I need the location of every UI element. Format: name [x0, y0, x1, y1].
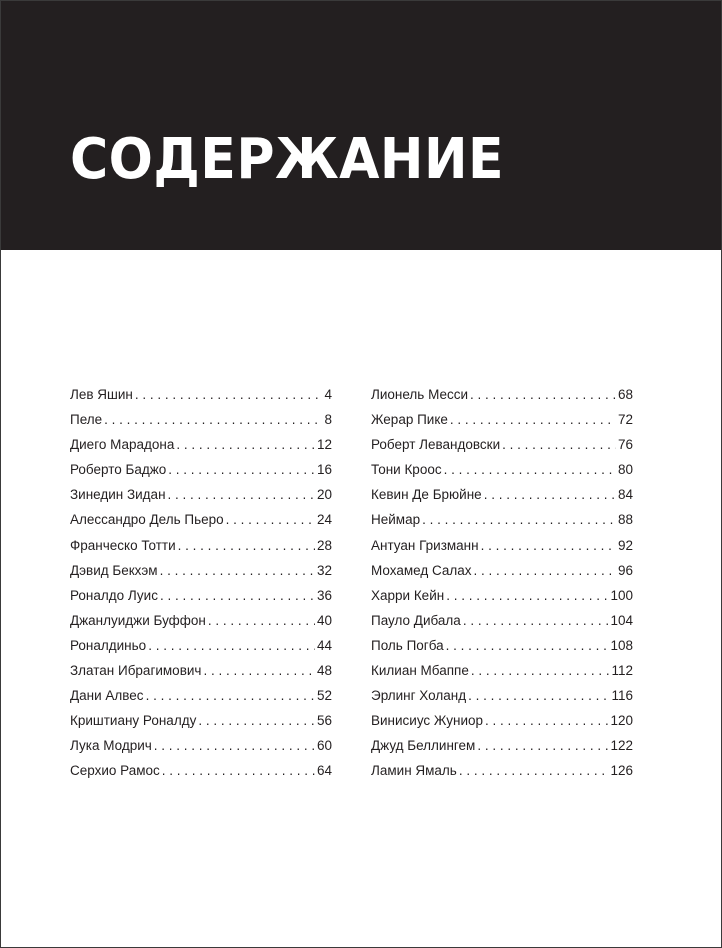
toc-dot-leader [470, 387, 616, 402]
toc-entry[interactable] [371, 763, 633, 788]
toc-entry[interactable] [371, 512, 633, 537]
toc-dot-leader [502, 437, 616, 452]
toc-entry[interactable] [70, 613, 332, 638]
toc-entry-page: 52 [316, 688, 332, 704]
toc-dot-leader [146, 688, 315, 703]
toc-dot-leader [446, 588, 608, 603]
toc-entry-page: 44 [316, 637, 332, 653]
toc-entry[interactable] [371, 663, 633, 688]
toc-entry-page: 12 [316, 437, 332, 453]
toc-entry-name: Джанлуиджи Буффон [70, 612, 206, 628]
toc-dot-leader [154, 738, 315, 753]
toc-dot-leader [468, 688, 609, 703]
toc-entry-page: 20 [316, 487, 332, 503]
toc-entry-page: 126 [610, 763, 633, 779]
toc-entry[interactable] [70, 638, 332, 663]
toc-entry-page: 64 [316, 763, 332, 779]
toc-column-right [371, 387, 633, 789]
toc-entry-name: Криштиану Роналду [70, 713, 197, 729]
toc-entry-page: 36 [316, 587, 332, 603]
toc-dot-leader [446, 638, 609, 653]
toc-entry-page: 60 [316, 738, 332, 754]
toc-entry-name: Пеле [70, 412, 103, 428]
toc-dot-leader [463, 613, 609, 628]
toc-entry[interactable] [70, 588, 332, 613]
toc-entry[interactable] [70, 763, 332, 788]
toc-dot-leader [168, 487, 315, 502]
toc-dot-leader [176, 437, 315, 452]
toc-entry-name: Лука Модрич [70, 738, 152, 754]
toc-entry[interactable] [70, 412, 332, 437]
toc-entry-page: 104 [610, 612, 633, 628]
toc-dot-leader [178, 538, 315, 553]
toc-entry[interactable] [371, 738, 633, 763]
toc-dot-leader [459, 763, 609, 778]
toc-entry-page: 96 [617, 562, 633, 578]
toc-entry-name: Диего Марадона [70, 437, 175, 453]
toc-dot-leader [422, 512, 616, 527]
toc-entry-name: Ламин Ямаль [371, 763, 457, 779]
toc-column-left [70, 387, 332, 789]
toc-dot-leader [198, 713, 315, 728]
toc-entry[interactable] [70, 387, 332, 412]
toc-entry-name: Лионель Месси [371, 387, 469, 402]
toc-entry[interactable] [371, 613, 633, 638]
toc-entry[interactable] [70, 738, 332, 763]
header-band [1, 1, 721, 250]
toc-entry-name: Роналдиньо [70, 637, 147, 653]
toc-entry-name: Мохамед Салах [371, 562, 472, 578]
toc-entry-name: Дани Алвес [70, 688, 144, 704]
toc-entry-page: 24 [316, 512, 332, 528]
toc-dot-leader [160, 588, 315, 603]
toc-entry-name: Златан Ибрагимович [70, 663, 202, 679]
toc-entry-page: 48 [316, 663, 332, 679]
toc-entry-name: Тони Кроос [371, 462, 442, 478]
toc-entry-name: Лев Яшин [70, 387, 133, 402]
toc-entry-page: 76 [617, 437, 633, 453]
toc-entry-page: 80 [617, 462, 633, 478]
toc-entry-name: Франческо Тотти [70, 537, 176, 553]
toc-dot-leader [162, 763, 315, 778]
toc-entry-name: Роберто Баджо [70, 462, 167, 478]
toc-entry-page: 16 [316, 462, 332, 478]
toc-entry-name: Джуд Беллингем [371, 738, 476, 754]
toc-dot-leader [104, 412, 322, 427]
toc-entry-page: 116 [611, 688, 633, 704]
toc-entry[interactable] [371, 437, 633, 462]
toc-entry-name: Роналдо Луис [70, 587, 158, 603]
toc-entry[interactable] [70, 512, 332, 537]
toc-entry-page: 72 [617, 412, 633, 428]
toc-dot-leader [208, 613, 315, 628]
toc-entry[interactable] [371, 462, 633, 487]
toc-dot-leader [168, 462, 315, 477]
toc-entry-page: 120 [610, 713, 633, 729]
toc-entry-name: Поль Погба [371, 637, 444, 653]
toc-entry-name: Килиан Мбаппе [371, 663, 469, 679]
toc-dot-leader [477, 738, 608, 753]
toc-entry-name: Харри Кейн [371, 587, 445, 603]
toc-entry-name: Жерар Пике [371, 412, 448, 428]
toc-entry-page: 8 [324, 412, 332, 428]
toc-entry-page: 32 [316, 562, 332, 578]
toc-dot-leader [135, 387, 323, 402]
toc-entry[interactable] [371, 563, 633, 588]
toc-entry-page: 28 [316, 537, 332, 553]
toc-entry[interactable] [70, 487, 332, 512]
toc-entry-page: 122 [610, 738, 633, 754]
toc-entry-page: 92 [617, 537, 633, 553]
toc-dot-leader [450, 412, 616, 427]
toc-dot-leader [444, 462, 616, 477]
toc-entry[interactable] [371, 588, 633, 613]
toc-entry[interactable] [70, 563, 332, 588]
toc-entry-name: Антуан Гризманн [371, 537, 479, 553]
toc-entry[interactable] [371, 412, 633, 437]
toc-entry-page: 4 [324, 387, 332, 402]
toc-entry-name: Зинедин Зидан [70, 487, 166, 503]
toc-entry[interactable] [371, 638, 633, 663]
toc-entry[interactable] [371, 688, 633, 713]
toc-entry[interactable] [70, 713, 332, 738]
toc-entry[interactable] [70, 437, 332, 462]
toc-entry-page: 108 [610, 637, 633, 653]
toc-entry-name: Дэвид Бекхэм [70, 562, 158, 578]
toc-entry-name: Серхио Рамос [70, 763, 160, 779]
toc-entry[interactable] [70, 462, 332, 487]
toc-entry[interactable] [371, 487, 633, 512]
toc-entry-name: Кевин Де Брюйне [371, 487, 482, 503]
toc-entry[interactable] [371, 713, 633, 738]
toc-entry-name: Роберт Левандовски [371, 437, 501, 453]
toc-entry-name: Пауло Дибала [371, 612, 461, 628]
toc-dot-leader [148, 638, 315, 653]
toc-entry-page: 88 [617, 512, 633, 528]
toc-dot-leader [203, 663, 315, 678]
toc-entry-page: 84 [617, 487, 633, 503]
toc-dot-leader [226, 512, 315, 527]
toc-entry-name: Неймар [371, 512, 421, 528]
toc-dot-leader [471, 663, 610, 678]
toc-entry-page: 56 [316, 713, 332, 729]
toc-entry[interactable] [70, 688, 332, 713]
toc-dot-leader [484, 487, 616, 502]
toc-entry[interactable] [371, 538, 633, 563]
toc-entry-name: Винисиус Жуниор [371, 713, 484, 729]
toc-dot-leader [485, 713, 608, 728]
toc-dot-leader [160, 563, 315, 578]
toc-dot-leader [481, 538, 616, 553]
toc-entry-page: 112 [611, 663, 633, 679]
toc-entry-name: Алессандро Дель Пьеро [70, 512, 224, 528]
toc-entry-page: 40 [316, 612, 332, 628]
toc-entry-page: 68 [617, 387, 633, 402]
toc-dot-leader [474, 563, 616, 578]
toc-entry[interactable] [70, 663, 332, 688]
page-title: СОДЕРЖАНИЕ [70, 127, 505, 192]
toc-entry[interactable] [371, 387, 633, 412]
toc-entry[interactable] [70, 538, 332, 563]
toc-entry-page: 100 [610, 587, 633, 603]
toc-entry-name: Эрлинг Холанд [371, 688, 467, 704]
